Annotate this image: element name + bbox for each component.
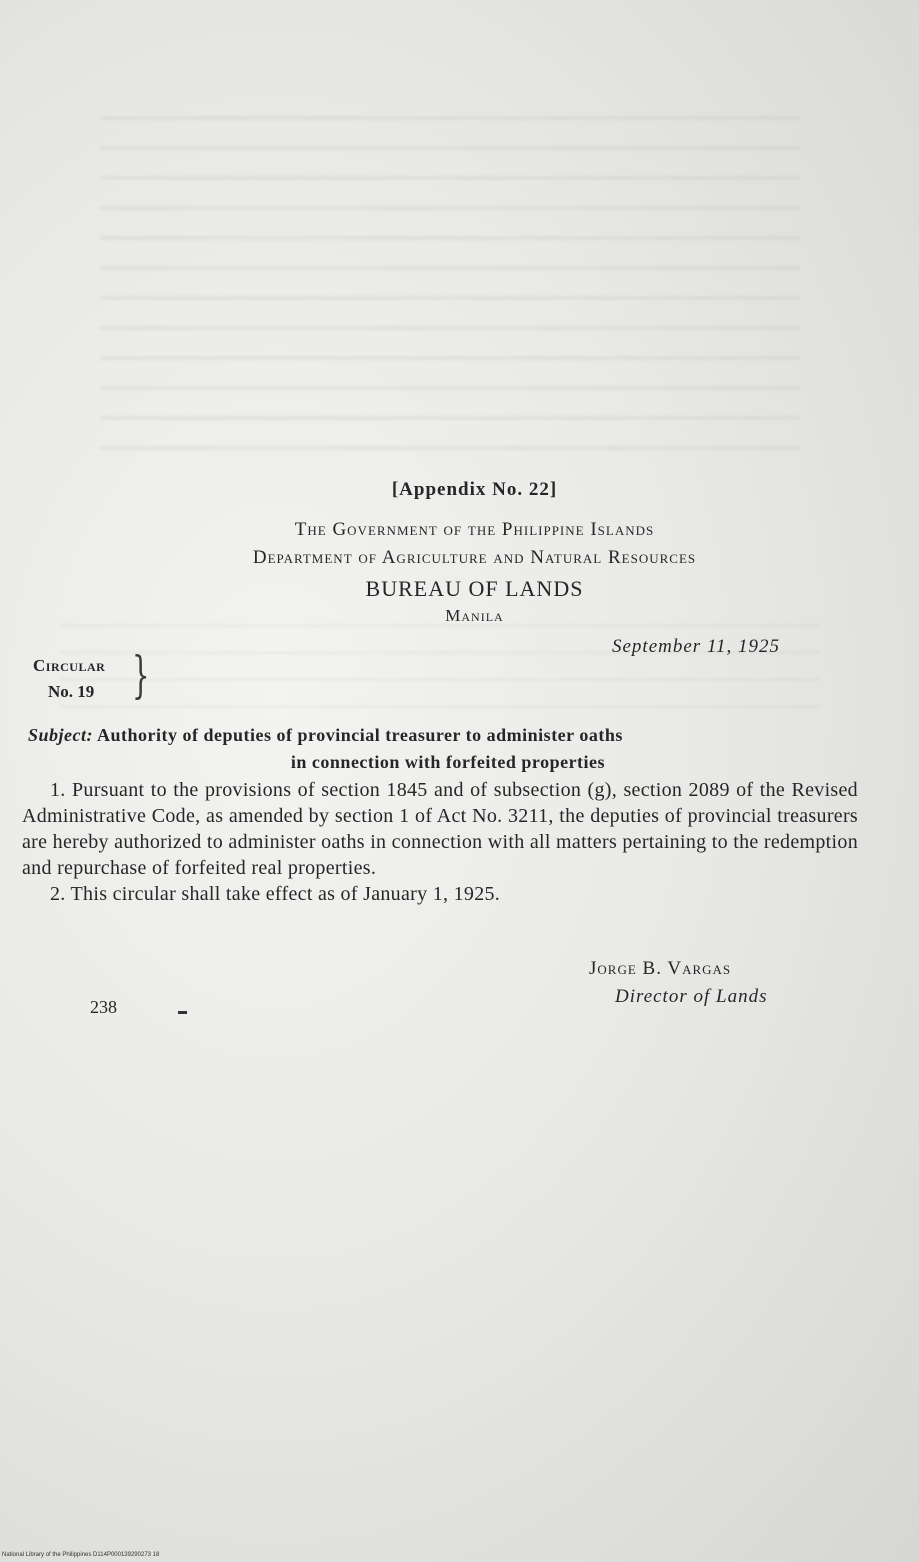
- bureau-heading: BUREAU OF LANDS: [365, 576, 584, 601]
- archive-footer: National Library of the Philippines D114P000139290273 18: [2, 1552, 160, 1558]
- subject-block: [28, 722, 868, 776]
- signatory-title: Director of Lands: [615, 986, 768, 1007]
- page-number: 238: [90, 997, 117, 1017]
- government-heading: The Government of the Philippine Islands: [294, 519, 655, 540]
- subject-label: Subject:: [28, 725, 93, 745]
- circular-date: September 11, 1925: [612, 636, 781, 657]
- department-heading: Department of Agriculture and Natural Resources: [252, 547, 697, 568]
- bleed-through-area: [100, 90, 800, 470]
- circular-label: Circular: [33, 656, 106, 675]
- subject-text-line2: in connection with forfeited properties: [290, 752, 606, 772]
- subject-text-line1: Authority of deputies of provincial treasurer to administer oaths: [97, 725, 623, 745]
- city-heading: Manila: [445, 606, 504, 625]
- ink-mark: [178, 1011, 187, 1014]
- brace-icon: }: [132, 646, 150, 704]
- paragraph-1: 1. Pursuant to the provisions of section 1845 and of subsection (g), section 2089 of the Revised Administrative Code, as amended by section 1 of Act No. 3211, the deputies of provincial treasurers are hereby authorized to administer oaths in connection with all matters pertaining to the redemption and repurchase of forfeited real properties.: [22, 779, 858, 879]
- circular-body: [22, 777, 858, 907]
- signatory-name: Jorge B. Vargas: [589, 958, 732, 979]
- appendix-heading: [Appendix No. 22]: [391, 479, 558, 500]
- paragraph-2: 2. This circular shall take effect as of January 1, 1925.: [50, 883, 501, 905]
- circular-number: No. 19: [48, 682, 95, 701]
